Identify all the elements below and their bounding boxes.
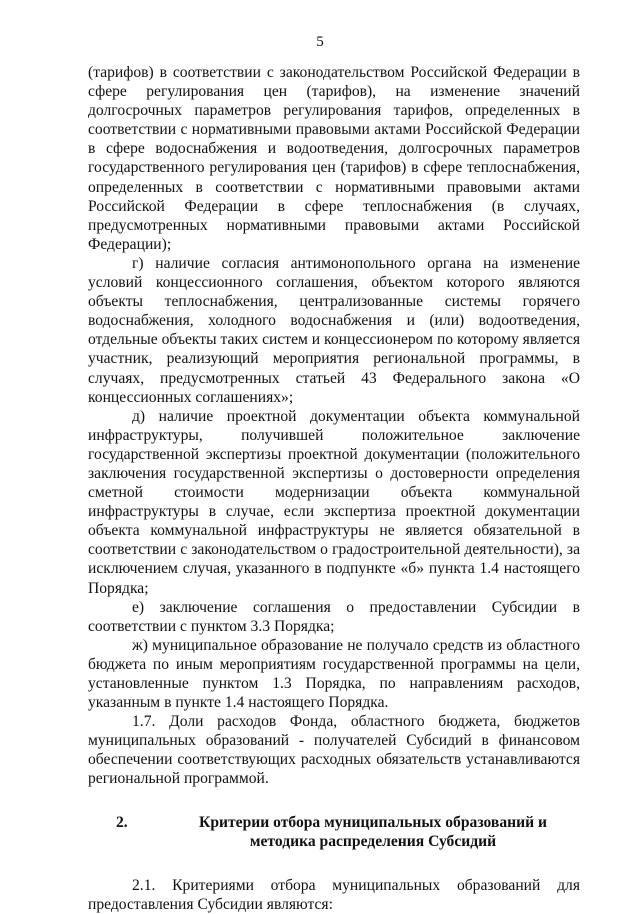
paragraph-1-7: 1.7. Доли расходов Фонда, областного бюджета, бюджетов муниципальных образований - получателей Субсидий в финансовом обеспечении соответствующих расходных обязательств устанавливаются региональной программой. bbox=[88, 713, 580, 788]
paragraph-item-zh: ж) муниципальное образование не получало средств из областного бюджета по иным мероприятиям государственной программы на цели, установленные пунктом 1.3 Порядка, по направлениям расходов, указанным в пункте 1.4 настоящего Порядка. bbox=[88, 636, 580, 712]
paragraph-item-d: д) наличие проектной документации объекта коммунальной инфраструктуры, получившей положительное заключение государственной экспертизы проектной документации (положительного заключения государственной экспертизы о достоверности определения сметной стоимости модернизации объекта коммунальной инфраструктуры в случае, если экспертиза проектной документации объекта коммунальной инфраструктуры не является обязательной в соответствии с законодательством о градостроительной деятельности), за исключением случая, указанного в подпункте «б» пункта 1.4 настоящего Порядка; bbox=[88, 407, 580, 597]
section-title: Критерии отбора муниципальных образований и методика распределения Субсидий bbox=[199, 813, 547, 851]
document-body bbox=[88, 63, 580, 914]
paragraph-item-e: е) заключение соглашения о предоставлении Субсидии в соответствии с пунктом 3.3 Порядка; bbox=[88, 598, 580, 635]
section-number: 2. bbox=[116, 813, 128, 831]
paragraph-tariffs-continuation: (тарифов) в соответствии с законодательством Российской Федерации в сфере регулирования цен (тарифов), на изменение значений долгосрочных параметров регулирования тарифов, определенных в соответствии с нормативными правовыми актами Российской Федерации в сфере водоснабжения и водоотведения, долгосрочных параметров государственного регулирования цен (тарифов) в сфере теплоснабжения, определенных в соответствии с нормативными правовыми актами Российской Федерации в сфере теплоснабжения (в случаях, предусмотренных нормативными правовыми актами Российской Федерации); bbox=[88, 64, 580, 253]
paragraph-2-1: 2.1. Критериями отбора муниципальных образований для предоставления Субсидии являются: bbox=[88, 876, 580, 913]
paragraph-item-g: г) наличие согласия антимонопольного органа на изменение условий концессионного соглашения, объектом которого являются объекты теплоснабжения, централизованные системы горячего водоснабжения, холодного водоснабжения и (или) водоотведения, отдельные объекты таких систем и концессионером по которому является участник, реализующий мероприятия региональной программы, в случаях, предусмотренных статьей 43 Федерального закона «О концессионных соглашениях»; bbox=[88, 254, 580, 406]
page-number: 5 bbox=[316, 34, 324, 50]
section-heading bbox=[88, 813, 580, 852]
